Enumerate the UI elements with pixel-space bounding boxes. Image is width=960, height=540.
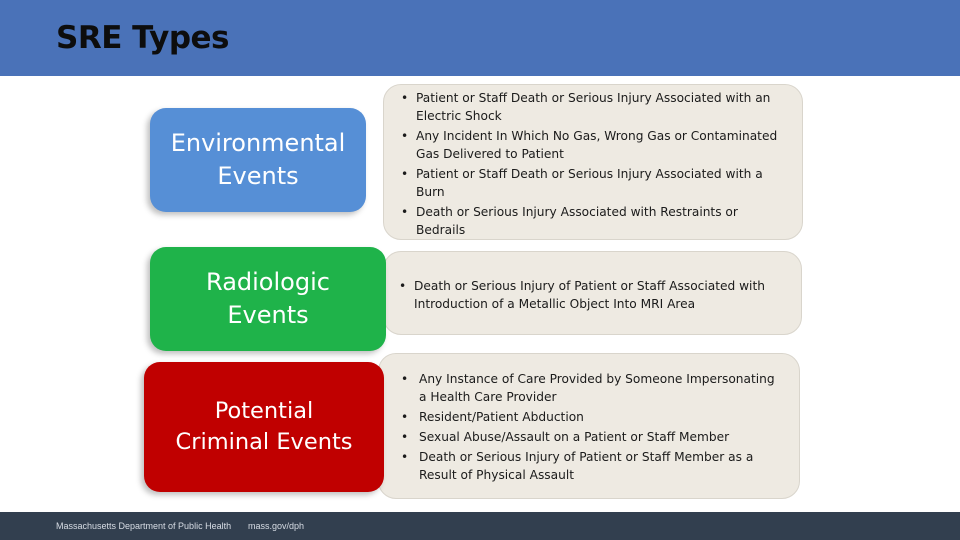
list-item: • Death or Serious Injury of Patient or Staff Member as a Result of Physical Assault (401, 450, 754, 482)
list-item: • Patient or Staff Death or Serious Injury Associated with an Electric Shock (401, 91, 771, 123)
list-item: • Sexual Abuse/Assault on a Patient or Staff Member (401, 430, 730, 444)
criminal-events-label: Potential Criminal Events (175, 398, 353, 455)
bullet-icon: • (401, 410, 409, 424)
environmental-details-panel (383, 84, 803, 240)
criminal-details-panel (378, 353, 800, 499)
bullet-icon: • (401, 91, 409, 105)
footer-org: Massachusetts Department of Public Health (56, 521, 232, 531)
list-item: • Patient or Staff Death or Serious Injury Associated with a Burn (401, 167, 763, 199)
list-item: • Any Instance of Care Provided by Someone Impersonating a Health Care Provider (401, 372, 775, 404)
footer-bar (0, 512, 960, 540)
environmental-events-label: Environmental Events (170, 129, 346, 190)
list-item: • Any Incident In Which No Gas, Wrong Gas or Contaminated Gas Delivered to Patient (401, 129, 778, 161)
list-item: • Death or Serious Injury Associated with Restraints or Bedrails (401, 205, 738, 237)
environmental-events-box (150, 108, 366, 212)
footer-url: mass.gov/dph (248, 521, 305, 531)
bullet-icon: • (399, 279, 407, 293)
criminal-events-box (144, 362, 384, 492)
radiologic-events-label: Radiologic Events (206, 268, 330, 329)
bullet-icon: • (401, 129, 409, 143)
bullet-icon: • (401, 450, 409, 464)
list-item: • Resident/Patient Abduction (401, 410, 584, 424)
bullet-icon: • (401, 430, 409, 444)
radiologic-details-panel (383, 251, 802, 335)
bullet-icon: • (401, 205, 409, 219)
list-item: • Death or Serious Injury of Patient or Staff Associated with Introduction of a Metallic Object Into MRI Area (399, 279, 765, 311)
slide-title: SRE Types (56, 20, 230, 56)
bullet-icon: • (401, 167, 409, 181)
radiologic-events-box (150, 247, 386, 351)
bullet-icon: • (401, 372, 409, 386)
